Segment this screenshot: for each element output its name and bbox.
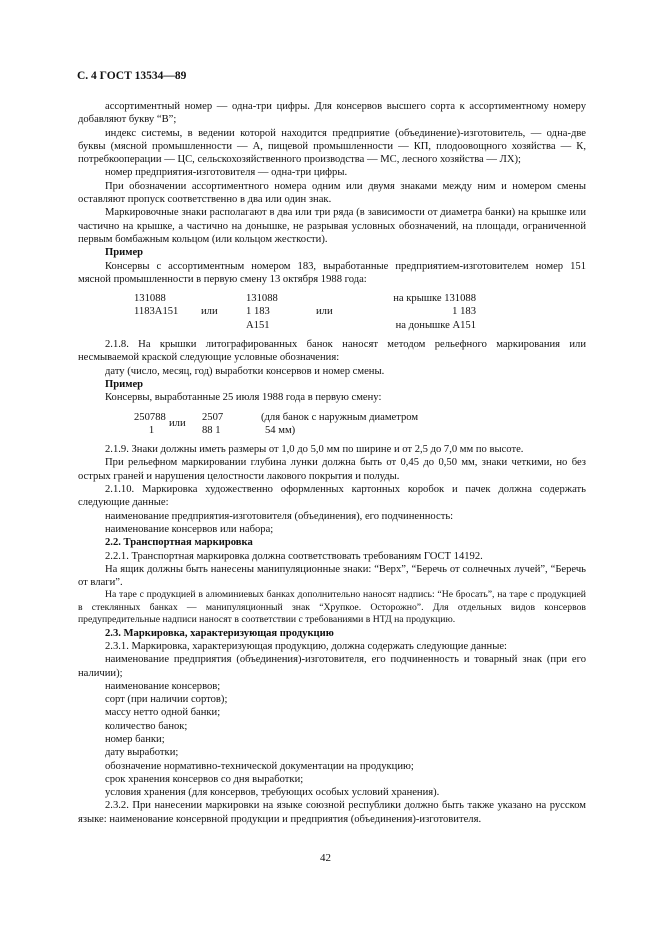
list-item: наименование консервов; bbox=[105, 680, 221, 692]
example-or: или bbox=[169, 418, 186, 430]
paragraph: наименование консервов или набора; bbox=[105, 523, 274, 535]
paragraph: наименование предприятия-изготовителя (объединения), его подчиненность: bbox=[105, 510, 454, 522]
example-cell: 88 1 bbox=[202, 424, 221, 436]
example-cell: 1183А151 bbox=[134, 306, 179, 318]
paragraph: Консервы, выработанные 25 июля 1988 года в первую смену: bbox=[105, 392, 382, 404]
marking-example-1 bbox=[134, 292, 586, 332]
example-cell: на крышке 131088 bbox=[393, 293, 476, 305]
example-cell: А151 bbox=[246, 319, 270, 331]
list-item: массу нетто одной банки; bbox=[105, 707, 221, 719]
example-heading: Пример bbox=[105, 378, 144, 390]
list-item: сорт (при наличии сортов); bbox=[105, 694, 228, 706]
section-heading: 2.3. Маркировка, характеризующая продукцию bbox=[105, 627, 334, 639]
list-item: номер банки; bbox=[105, 733, 165, 745]
page-header: С. 4 ГОСТ 13534—89 bbox=[77, 70, 187, 82]
example-cell bbox=[316, 319, 346, 332]
example-cell: 131088 bbox=[134, 293, 166, 305]
example-cell: 1 183 bbox=[246, 306, 270, 318]
marking-example-2 bbox=[134, 411, 586, 438]
example-cell bbox=[134, 319, 201, 332]
example-cell: (для банок с наружным диаметром bbox=[261, 411, 419, 423]
example-cell: на донышке А151 bbox=[395, 319, 476, 331]
example-or: или bbox=[316, 306, 333, 318]
paragraph: На ящик должны быть нанесены манипуляционные знаки: “Верх”, “Беречь от солнечных лучей”, “Беречь от влаги”. bbox=[78, 563, 586, 589]
example-cell bbox=[201, 292, 246, 305]
paragraph: 2.3.1. Маркировка, характеризующая продукцию, должна содержать следующие данные: bbox=[105, 640, 507, 652]
example-stack bbox=[202, 411, 261, 438]
paragraph: 2.1.10. Маркировка художественно оформленных картонных коробок и пачек должна содержать следующие данные: bbox=[78, 484, 586, 509]
example-cell: 131088 bbox=[246, 293, 278, 305]
paragraph: При рельефном маркировании глубина лунки должна быть от 0,45 до 0,50 мм, знаки четкими, но без острых граней и нарушения целостности лакового покрытия и полуды. bbox=[78, 457, 586, 482]
example-cell: 54 мм) bbox=[265, 424, 296, 436]
example-or: или bbox=[201, 306, 218, 318]
list-item: условия хранения (для консервов, требующих особых условий хранения). bbox=[105, 787, 440, 799]
paragraph: 2.2.1. Транспортная маркировка должна соответствовать требованиям ГОСТ 14192. bbox=[105, 550, 483, 562]
document-body bbox=[78, 100, 586, 826]
list-item: обозначение нормативно-технической документации на продукцию; bbox=[105, 760, 414, 772]
paragraph: 2.3.2. При нанесении маркировки на языке союзной республики должно быть также указано на русском языке: наименование консервной продукции и предприятия (объединения)-изготовителя. bbox=[78, 800, 586, 825]
paragraph: При обозначении ассортиментного номера одним или двумя знаками между ним и номером смены оставляют пропуск соответственно в два или один знак. bbox=[78, 180, 586, 206]
paragraph: наименование предприятия (объединения)-изготовителя, его подчиненность и товарный знак (при его наличии); bbox=[78, 654, 586, 679]
list-item: срок хранения консервов со дня выработки; bbox=[105, 773, 304, 785]
paragraph: ассортиментный номер — одна-три цифры. Для консервов высшего сорта к ассортиментному номеру добавляют букву “В”; bbox=[78, 101, 586, 126]
example-cell: 1 183 bbox=[452, 306, 476, 318]
list-item: количество банок; bbox=[105, 720, 188, 732]
paragraph: дату (число, месяц, год) выработки консервов и номер смены. bbox=[105, 365, 385, 377]
paragraph: 2.1.8. На крышки литографированных банок наносят методом рельефного маркирования или несмываемой краской следующие условные обозначения: bbox=[78, 339, 586, 364]
example-heading: Пример bbox=[105, 247, 144, 259]
example-cell: 1 bbox=[148, 424, 155, 436]
list-item: дату выработки; bbox=[105, 747, 179, 759]
example-cell bbox=[201, 319, 246, 332]
paragraph: индекс системы, в ведении которой находится предприятие (объединение)-изготовитель, — одна-две буквы (мясной промышленности — А, пищевой промышленности — КП, плодоовощного хозяйства — К, потребкооперации — ЦС, сельскохозяйственного производства — МС, лесного хозяйства — ЛХ); bbox=[78, 127, 586, 166]
paragraph: На таре с продукцией в алюминиевых банках дополнительно наносят надпись: “Не бросать”, на таре с продукцией в стеклянных банках — манипуляционный знак “Хрупкое. Осторожно”. Для отдельных видов консервов предупредительные надписи наносят в соответствии с требованиями в НТД на продукцию. bbox=[78, 589, 586, 626]
paragraph: номер предприятия-изготовителя — одна-три цифры. bbox=[105, 167, 348, 179]
example-cell: 2507 bbox=[202, 411, 224, 423]
example-cell: 250788 bbox=[134, 411, 166, 423]
paragraph: 2.1.9. Знаки должны иметь размеры от 1,0 до 5,0 мм по ширине и от 2,5 до 7,0 мм по высоте. bbox=[105, 444, 524, 456]
page-number: 42 bbox=[320, 852, 331, 864]
paragraph: Консервы с ассортиментным номером 183, выработанные предприятием-изготовителем номер 151 мясной промышленности в первую смену 13 октября 1988 года: bbox=[78, 260, 586, 285]
example-stack bbox=[134, 411, 169, 438]
example-note bbox=[261, 411, 461, 438]
example-cell bbox=[316, 292, 346, 305]
paragraph: Маркировочные знаки располагают в два или три ряда (в зависимости от диаметра банки) на крышке или частично на крышке, а частично на донышке, не разрывая условных обозначений, на площади, ограниченной первым бомбажным кольцом (или кольцом жесткости). bbox=[78, 207, 586, 245]
section-heading: 2.2. Транспортная маркировка bbox=[105, 537, 253, 549]
